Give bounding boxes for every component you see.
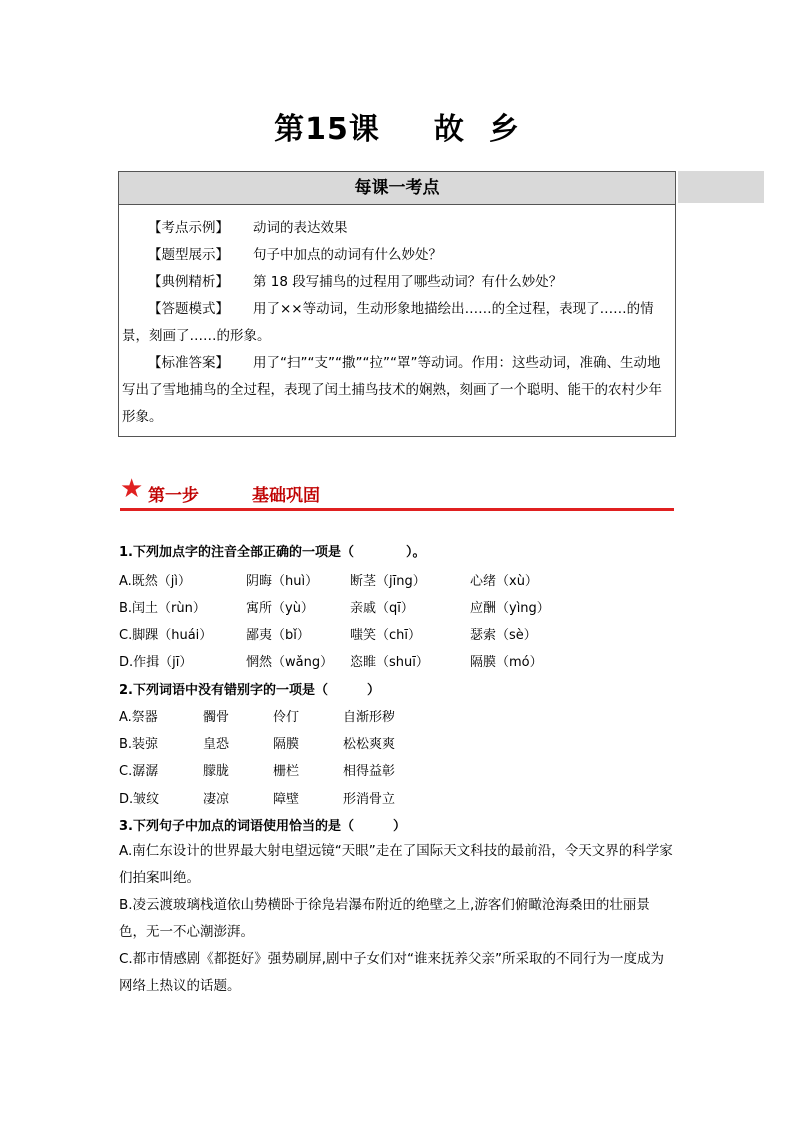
question-1-stem: 1.下列加点字的注音全部正确的一项是（ ）。 bbox=[119, 545, 426, 560]
knowledge-row bbox=[122, 242, 672, 269]
q2-option: 自渐形秽 bbox=[343, 710, 396, 725]
step-name: 基础巩固 bbox=[252, 486, 320, 506]
q2-option: 朦胧 bbox=[203, 764, 230, 779]
knowledge-row bbox=[122, 269, 672, 296]
q1-option: A.既然（jì） bbox=[119, 574, 192, 589]
row-text: 用了“扫”“支”“撒”“拉”“罩”等动词。作用：这些动词，准确、生动地写出了雪地捕鸟的全过程，表现了闰土捕鸟技术的娴熟，刻画了一个聪明、能干的农村少年形象。 bbox=[122, 355, 662, 425]
row-text: 第 18 段写捕鸟的过程用了哪些动词？有什么妙处？ bbox=[253, 274, 563, 290]
q1-option: 寓所（yù） bbox=[246, 601, 314, 616]
q1-option: 瑟索（sè） bbox=[470, 628, 537, 643]
q2-option: A.祭器 bbox=[119, 710, 158, 725]
row-label: 【考点示例】 bbox=[148, 220, 229, 236]
knowledge-box-heading: 每课一考点 bbox=[119, 172, 675, 205]
q2-option: C.潺潺 bbox=[119, 764, 159, 779]
q1-option: 阴晦（huì） bbox=[246, 574, 319, 589]
knowledge-box bbox=[118, 171, 676, 437]
question-3-stem: 3.下列句子中加点的词语使用恰当的是（ ） bbox=[119, 819, 406, 834]
q1-option: 亲戚（qī） bbox=[350, 601, 414, 616]
q2-option: 形消骨立 bbox=[343, 792, 396, 807]
q1-option: 断茎（jīng） bbox=[350, 574, 426, 589]
knowledge-row bbox=[122, 296, 672, 350]
q1-option: 心绪（xù） bbox=[470, 574, 538, 589]
lesson-title bbox=[0, 104, 794, 148]
step-label: 第一步 bbox=[148, 486, 199, 506]
q1-option: B.闰土（rùn） bbox=[119, 601, 206, 616]
q2-option: 凄凉 bbox=[203, 792, 230, 807]
q1-option: 应酬（yìng） bbox=[470, 601, 550, 616]
q2-option: 松松爽爽 bbox=[343, 737, 396, 752]
row-label: 【标准答案】 bbox=[148, 355, 229, 371]
row-text: 句子中加点的动词有什么妙处？ bbox=[253, 247, 442, 263]
q3-option-b: B.凌云渡玻璃栈道依山势横卧于徐凫岩瀑布附近的绝壁之上,游客们俯瞰沧海桑田的壮丽景色，无一不心潮澎湃。 bbox=[119, 897, 650, 940]
row-label: 【典例精析】 bbox=[148, 274, 229, 290]
question-2-stem: 2.下列词语中没有错别字的一项是（ ） bbox=[119, 683, 380, 698]
q1-option: 隔膜（mó） bbox=[470, 655, 543, 670]
q1-option: 嗤笑（chī） bbox=[350, 628, 421, 643]
row-text: 用了××等动词，生动形象地描绘出……的全过程，表现了……的情景，刻画了……的形象。 bbox=[122, 301, 654, 344]
q1-option: 鄙夷（bǐ） bbox=[246, 628, 310, 643]
title-char-1: 故 bbox=[433, 112, 465, 147]
q2-option: 髑骨 bbox=[203, 710, 230, 725]
q1-option: D.作揖（jī） bbox=[119, 655, 193, 670]
step-heading bbox=[120, 474, 674, 511]
row-text: 动词的表达效果 bbox=[253, 220, 348, 236]
q2-option: 障壁 bbox=[273, 792, 300, 807]
heading-band-extension bbox=[678, 171, 764, 203]
knowledge-row bbox=[122, 350, 672, 431]
row-label: 【答题模式】 bbox=[148, 301, 229, 317]
title-char-2: 乡 bbox=[488, 112, 520, 147]
q1-option: 恣睢（shuī） bbox=[350, 655, 429, 670]
knowledge-row bbox=[122, 215, 672, 242]
q3-option-a: A.南仁东设计的世界最大射电望远镜“天眼”走在了国际天文科技的最前沿，令天文界的科学家们拍案叫绝。 bbox=[119, 843, 673, 886]
q2-option: 伶仃 bbox=[273, 710, 300, 725]
q2-option: 栅栏 bbox=[273, 764, 300, 779]
row-label: 【题型展示】 bbox=[148, 247, 229, 263]
q2-option: 隔膜 bbox=[273, 737, 300, 752]
q1-option: C.脚踝（huái） bbox=[119, 628, 213, 643]
lesson-number: 第15课 bbox=[274, 112, 380, 147]
q2-option: 皇恐 bbox=[203, 737, 230, 752]
q2-option: B.装弶 bbox=[119, 737, 159, 752]
star-icon: ★ bbox=[120, 474, 144, 504]
q1-option: 惘然（wǎng） bbox=[246, 655, 334, 670]
q3-option-c: C.都市情感剧《都挺好》强势刷屏,剧中子女们对“谁来抚养父亲”所采取的不同行为一度成为网络上热议的话题。 bbox=[119, 951, 664, 994]
q2-option: D.皱纹 bbox=[119, 792, 160, 807]
q2-option: 相得益彰 bbox=[343, 764, 396, 779]
